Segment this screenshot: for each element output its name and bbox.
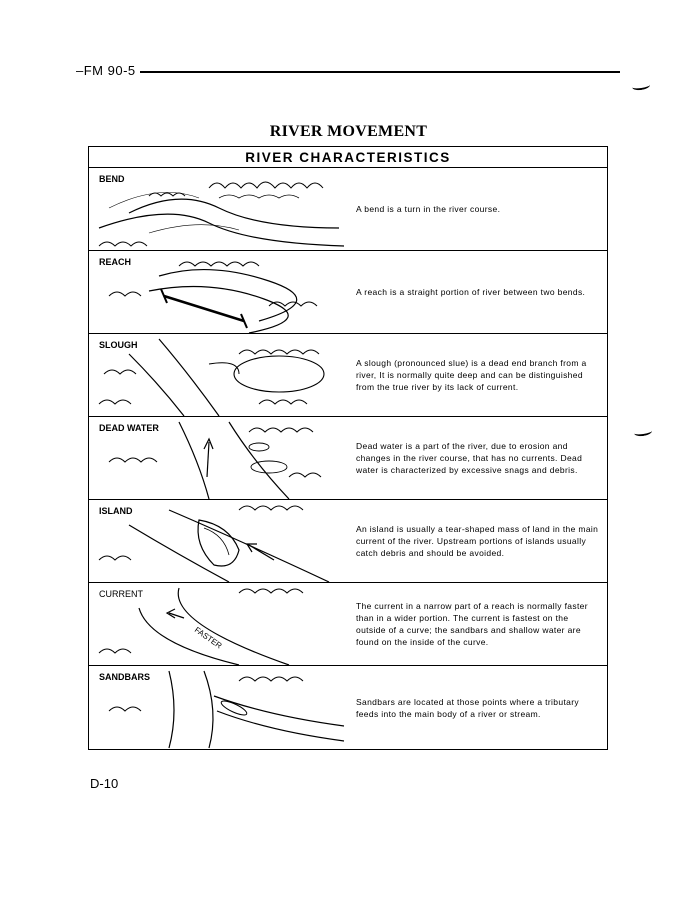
faster-label: FASTER — [192, 625, 224, 651]
row-reach — [89, 251, 607, 334]
margin-mark — [634, 427, 653, 437]
page-number: D-10 — [90, 776, 119, 791]
row-current — [89, 583, 607, 666]
document-code: –FM 90-5 — [76, 63, 136, 78]
row-label: SANDBARS — [99, 672, 151, 682]
row-description — [356, 168, 601, 250]
row-label: REACH — [99, 257, 132, 267]
chart-heading: RIVER CHARACTERISTICS — [89, 147, 607, 168]
row-description — [356, 583, 601, 665]
bend-illustration — [89, 168, 349, 250]
row-description-text: The current in a narrow part of a reach is normally faster than in a wider portion. The current is fastest on the outside of a curve; the sandbars and shallow water are found on the inside of the curve. — [356, 601, 588, 647]
row-label: BEND — [99, 174, 125, 184]
row-description — [356, 666, 601, 749]
row-label: SLOUGH — [99, 340, 138, 350]
row-dead-water — [89, 417, 607, 500]
row-description-text: Dead water is a part of the river, due to erosion and changes in the river course, that has no currents. Dead water is characterized by excessive snags and debris. — [356, 441, 583, 475]
row-description — [356, 251, 601, 333]
row-description — [356, 334, 601, 416]
row-label: ISLAND — [99, 506, 133, 516]
page-title: RIVER MOVEMENT — [269, 123, 428, 140]
row-slough — [89, 334, 607, 417]
row-sandbars — [89, 666, 607, 749]
river-characteristics-chart — [88, 146, 608, 750]
row-description-text: A reach is a straight portion of river between two bends. — [356, 287, 586, 297]
row-description — [356, 417, 601, 499]
row-description — [356, 500, 601, 582]
row-bend — [89, 168, 607, 251]
row-description-text: Sandbars are located at those points where a tributary feeds into the main body of a river or stream. — [356, 696, 580, 719]
row-label: CURRENT — [99, 589, 143, 599]
header-rule — [140, 71, 620, 73]
row-description-text: A slough (pronounced slue) is a dead end branch from a river, It is normally quite deep and can be distinguished from the true river by its lack of current. — [356, 358, 587, 392]
row-description-text: A bend is a turn in the river course. — [356, 204, 501, 214]
row-island — [89, 500, 607, 583]
row-description-text: An island is usually a tear-shaped mass of land in the main current of the river. Upstream portions of islands usually catch debris and should be avoided. — [356, 524, 599, 558]
row-label: DEAD WATER — [99, 423, 159, 433]
margin-mark — [632, 81, 651, 91]
